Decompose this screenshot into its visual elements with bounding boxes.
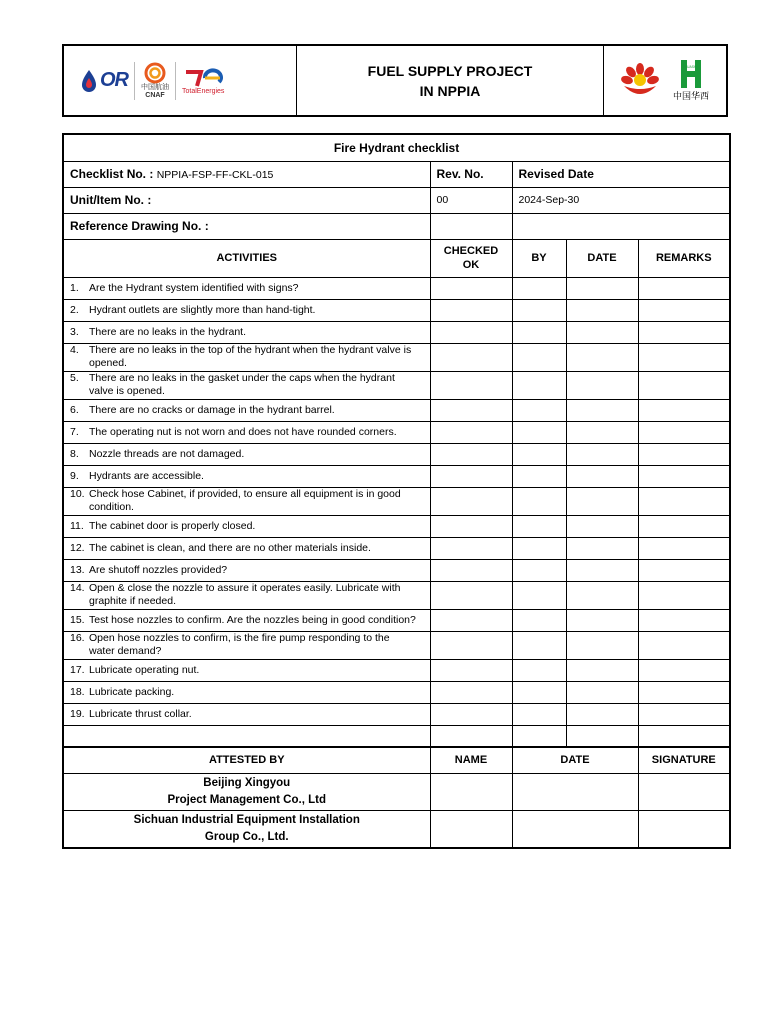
activity-text	[63, 371, 430, 399]
activity-number: 17.	[70, 663, 85, 676]
activity-description: Are the Hydrant system identified with signs?	[89, 281, 299, 294]
activity-line2: valve is opened.	[89, 385, 165, 397]
checked-ok-cell[interactable]	[430, 559, 512, 581]
remarks-cell[interactable]	[638, 515, 730, 537]
date-cell[interactable]	[566, 277, 638, 299]
ref-drawing-row	[63, 213, 730, 239]
activity-text	[63, 681, 430, 703]
activity-number: 9.	[70, 469, 79, 482]
activity-description: There are no leaks in the gasket under the caps when the hydrant	[89, 372, 395, 384]
activity-line1	[70, 582, 424, 595]
activity-description: Lubricate operating nut.	[89, 663, 200, 676]
attest-2-date-cell[interactable]	[512, 810, 638, 848]
activity-row	[63, 299, 730, 321]
checked-ok-cell[interactable]	[430, 277, 512, 299]
activity-number: 15.	[70, 613, 85, 626]
col-remarks: REMARKS	[638, 239, 730, 277]
activity-line1	[70, 470, 424, 483]
by-cell[interactable]	[512, 465, 566, 487]
attested-by-header: ATTESTED BY	[63, 747, 430, 773]
by-cell[interactable]	[512, 659, 566, 681]
remarks-cell[interactable]	[638, 559, 730, 581]
checked-ok-cell[interactable]	[430, 681, 512, 703]
remarks-cell[interactable]	[638, 343, 730, 371]
checked-ok-cell[interactable]	[430, 659, 512, 681]
by-cell[interactable]	[512, 559, 566, 581]
activity-line1	[70, 564, 424, 577]
activity-number: 11.	[70, 519, 84, 532]
activity-text	[63, 321, 430, 343]
activity-row	[63, 659, 730, 681]
activity-description: Open hose nozzles to confirm, is the fire pump responding to the	[89, 632, 390, 644]
activity-description: Nozzle threads are not damaged.	[89, 447, 245, 460]
activity-text	[63, 703, 430, 725]
activity-line1	[70, 542, 424, 555]
activity-row	[63, 343, 730, 371]
activity-line1	[70, 448, 424, 461]
checklist-table	[62, 133, 731, 849]
attest-row-2	[63, 810, 730, 848]
activity-line1	[70, 426, 424, 439]
activity-row	[63, 487, 730, 515]
activity-row	[63, 537, 730, 559]
rev-no-value: 00	[430, 187, 512, 213]
remarks-cell[interactable]	[638, 277, 730, 299]
activity-text	[63, 581, 430, 609]
col-checked-ok-line1: CHECKED	[443, 245, 499, 257]
col-by: BY	[512, 239, 566, 277]
activity-number: 10.	[70, 488, 85, 500]
checked-ok-cell[interactable]	[430, 487, 512, 515]
date-cell[interactable]	[566, 681, 638, 703]
activity-line1	[70, 404, 424, 417]
activity-text	[63, 465, 430, 487]
activity-number: 12.	[70, 541, 85, 554]
unit-row	[63, 187, 730, 213]
checked-ok-cell[interactable]	[430, 399, 512, 421]
remarks-cell[interactable]	[638, 321, 730, 343]
attest-org-1	[63, 773, 430, 810]
checked-ok-cell[interactable]	[430, 443, 512, 465]
activity-description: Are shutoff nozzles provided?	[89, 563, 228, 576]
activity-number: 2.	[70, 303, 79, 316]
revised-date-label: Revised Date	[512, 161, 730, 187]
attest-org-2-line1: Sichuan Industrial Equipment Installation	[133, 813, 360, 826]
activity-line1	[70, 520, 424, 533]
remarks-cell[interactable]	[638, 399, 730, 421]
activity-row	[63, 443, 730, 465]
activity-text	[63, 443, 430, 465]
activity-description: The cabinet door is properly closed.	[89, 519, 256, 532]
activity-number: 16.	[70, 632, 85, 644]
date-cell[interactable]	[566, 371, 638, 399]
cnaf-cn-text: 中国航油	[141, 83, 169, 91]
remarks-cell[interactable]	[638, 421, 730, 443]
activity-description: There are no leaks in the top of the hydrant when the hydrant valve is	[89, 344, 412, 356]
activity-text	[63, 299, 430, 321]
rev-no-label: Rev. No.	[430, 161, 512, 187]
checked-ok-cell[interactable]	[430, 581, 512, 609]
activity-description: Test hose nozzles to confirm. Are the nozzles being in good condition?	[89, 613, 416, 626]
date-cell[interactable]	[566, 659, 638, 681]
remarks-cell[interactable]	[638, 443, 730, 465]
activity-line2: condition.	[89, 501, 134, 513]
attest-org-2-line2: Group Co., Ltd.	[204, 830, 289, 843]
totalenergies-text: TotalEnergies	[182, 88, 225, 95]
form-title: Fire Hydrant checklist	[63, 134, 730, 161]
remarks-cell[interactable]	[638, 465, 730, 487]
petrochina-logo-icon	[621, 62, 659, 100]
by-cell[interactable]	[512, 371, 566, 399]
remarks-cell[interactable]	[638, 581, 730, 609]
activity-number: 6.	[70, 403, 79, 416]
activity-number: 14.	[70, 582, 85, 594]
by-cell[interactable]	[512, 421, 566, 443]
by-cell[interactable]	[512, 321, 566, 343]
col-activities: ACTIVITIES	[63, 239, 430, 277]
activity-text	[63, 559, 430, 581]
date-cell[interactable]	[566, 443, 638, 465]
activity-description: Check hose Cabinet, if provided, to ensure all equipment is in good	[89, 488, 401, 500]
partner-logos	[64, 46, 297, 115]
attest-org-2	[63, 810, 430, 848]
activity-text	[63, 487, 430, 515]
revised-date-value: 2024-Sep-30	[512, 187, 730, 213]
activity-row	[63, 421, 730, 443]
activity-description: The operating nut is not worn and does not have rounded corners.	[89, 425, 397, 438]
activity-text	[63, 659, 430, 681]
date-cell[interactable]	[566, 703, 638, 725]
activity-number: 18.	[70, 685, 85, 698]
remarks-cell[interactable]	[638, 487, 730, 515]
by-cell[interactable]	[512, 443, 566, 465]
ref-drawing-empty-2	[512, 213, 730, 239]
date-cell[interactable]	[566, 631, 638, 659]
by-cell[interactable]	[512, 681, 566, 703]
activity-line1	[70, 344, 424, 357]
activity-row	[63, 609, 730, 631]
checked-ok-cell[interactable]	[430, 321, 512, 343]
activity-text	[63, 277, 430, 299]
attest-2-signature-cell[interactable]	[638, 810, 730, 848]
by-cell[interactable]	[512, 703, 566, 725]
activity-line1	[70, 664, 424, 677]
activity-number: 5.	[70, 372, 79, 384]
project-title	[297, 46, 604, 115]
activity-row	[63, 321, 730, 343]
activity-line2: graphite if needed.	[89, 595, 176, 607]
by-cell[interactable]	[512, 487, 566, 515]
activity-description: Hydrants are accessible.	[89, 469, 204, 482]
activity-row	[63, 559, 730, 581]
activity-row	[63, 581, 730, 609]
cnaf-swirl-icon	[144, 62, 166, 84]
checklist-no-cell	[63, 161, 430, 187]
by-cell[interactable]	[512, 343, 566, 371]
by-cell[interactable]	[512, 515, 566, 537]
activity-description: There are no cracks or damage in the hydrant barrel.	[89, 403, 335, 416]
by-cell[interactable]	[512, 581, 566, 609]
ref-drawing-empty-1	[430, 213, 512, 239]
activity-line1	[70, 708, 424, 721]
checked-ok-cell[interactable]	[430, 537, 512, 559]
checked-ok-cell[interactable]	[430, 703, 512, 725]
or-drop-icon	[80, 69, 98, 93]
activity-row	[63, 465, 730, 487]
cnaf-en-text: CNAF	[145, 91, 165, 99]
activity-description: Lubricate packing.	[89, 685, 175, 698]
totalenergies-logo	[182, 66, 224, 95]
date-cell[interactable]	[566, 515, 638, 537]
svg-text:HUASHI: HUASHI	[684, 65, 698, 69]
activity-row	[63, 631, 730, 659]
activity-line1	[70, 488, 424, 501]
totalenergies-mark-icon	[183, 66, 223, 88]
activity-row	[63, 399, 730, 421]
checked-ok-cell[interactable]	[430, 631, 512, 659]
remarks-cell[interactable]	[638, 299, 730, 321]
project-title-line2: IN NPPIA	[419, 82, 481, 99]
activity-number: 13.	[70, 563, 85, 576]
activity-text	[63, 515, 430, 537]
activity-line1	[70, 282, 424, 295]
activity-number: 19.	[70, 707, 85, 720]
activity-description: The cabinet is clean, and there are no other materials inside.	[89, 541, 371, 554]
activity-description: Hydrant outlets are slightly more than hand-tight.	[89, 303, 316, 316]
remarks-cell[interactable]	[638, 537, 730, 559]
checked-ok-cell[interactable]	[430, 343, 512, 371]
attest-org-1-line1: Beijing Xingyou	[203, 776, 291, 789]
activity-number: 8.	[70, 447, 79, 460]
date-cell[interactable]	[566, 343, 638, 371]
by-cell[interactable]	[512, 609, 566, 631]
activity-description: There are no leaks in the hydrant.	[89, 325, 247, 338]
date-cell[interactable]	[566, 581, 638, 609]
remarks-cell[interactable]	[638, 609, 730, 631]
activity-line1	[70, 304, 424, 317]
by-cell[interactable]	[512, 299, 566, 321]
date-cell[interactable]	[566, 399, 638, 421]
cnaf-logo	[134, 62, 176, 100]
activity-number: 3.	[70, 325, 79, 338]
huaxi-cn-text: 中国华西	[672, 91, 709, 101]
attest-header-row	[63, 747, 730, 773]
checklist-no-value: NPPIA-FSP-FF-CKL-015	[156, 169, 274, 181]
col-checked-ok-line2: OK	[462, 259, 480, 271]
date-cell[interactable]	[566, 559, 638, 581]
date-cell[interactable]	[566, 299, 638, 321]
activity-number: 7.	[70, 425, 79, 438]
attest-2-name-cell[interactable]	[430, 810, 512, 848]
blank-row	[63, 725, 730, 747]
remarks-cell[interactable]	[638, 631, 730, 659]
checked-ok-cell[interactable]	[430, 515, 512, 537]
date-cell[interactable]	[566, 537, 638, 559]
attest-row-1	[63, 773, 730, 810]
checked-ok-cell[interactable]	[430, 421, 512, 443]
remarks-cell[interactable]	[638, 703, 730, 725]
activity-number: 4.	[70, 344, 79, 356]
columns-header-row	[63, 239, 730, 277]
activity-line1	[70, 614, 424, 627]
date-cell[interactable]	[566, 421, 638, 443]
activity-description: Open & close the nozzle to assure it operates easily. Lubricate with	[89, 582, 401, 594]
activity-text	[63, 399, 430, 421]
activity-text	[63, 343, 430, 371]
by-cell[interactable]	[512, 277, 566, 299]
form-title-row	[63, 134, 730, 161]
activity-line2: water demand?	[89, 645, 162, 657]
attest-1-date-cell[interactable]	[512, 773, 638, 810]
checked-ok-cell[interactable]	[430, 609, 512, 631]
activity-row	[63, 515, 730, 537]
checked-ok-cell[interactable]	[430, 299, 512, 321]
ref-drawing-label: Reference Drawing No. :	[63, 213, 430, 239]
activity-text	[63, 609, 430, 631]
checked-ok-cell[interactable]	[430, 465, 512, 487]
attest-signature-header: SIGNATURE	[638, 747, 730, 773]
attest-1-signature-cell[interactable]	[638, 773, 730, 810]
activity-row	[63, 277, 730, 299]
by-cell[interactable]	[512, 631, 566, 659]
checked-ok-cell[interactable]	[430, 371, 512, 399]
huaxi-h-icon	[679, 59, 703, 89]
activity-text	[63, 631, 430, 659]
activity-line1	[70, 326, 424, 339]
project-title-line1: FUEL SUPPLY PROJECT	[367, 62, 533, 79]
or-logo-text: OR	[100, 69, 128, 91]
activity-text	[63, 537, 430, 559]
activity-row	[63, 703, 730, 725]
date-cell[interactable]	[566, 487, 638, 515]
unit-label: Unit/Item No. :	[63, 187, 430, 213]
activity-text	[63, 421, 430, 443]
by-cell[interactable]	[512, 399, 566, 421]
remarks-cell[interactable]	[638, 371, 730, 399]
activity-number: 1.	[70, 281, 79, 294]
activity-row	[63, 371, 730, 399]
date-cell[interactable]	[566, 609, 638, 631]
remarks-cell[interactable]	[638, 681, 730, 703]
date-cell[interactable]	[566, 321, 638, 343]
client-logos	[604, 46, 726, 115]
col-checked-ok	[430, 239, 512, 277]
attest-1-name-cell[interactable]	[430, 773, 512, 810]
activity-line1	[70, 372, 424, 385]
attest-org-1-line2: Project Management Co., Ltd	[167, 793, 326, 806]
attest-date-header: DATE	[512, 747, 638, 773]
by-cell[interactable]	[512, 537, 566, 559]
or-logo	[80, 69, 128, 93]
checklist-no-label: Checklist No. :	[70, 167, 154, 181]
document-header	[62, 44, 728, 117]
activity-line1	[70, 632, 424, 645]
attest-name-header: NAME	[430, 747, 512, 773]
col-date: DATE	[566, 239, 638, 277]
date-cell[interactable]	[566, 465, 638, 487]
remarks-cell[interactable]	[638, 659, 730, 681]
activity-row	[63, 681, 730, 703]
activity-line1	[70, 686, 424, 699]
activity-description: Lubricate thrust collar.	[89, 707, 192, 720]
activity-line2: opened.	[89, 357, 127, 369]
huaxi-logo	[673, 59, 709, 102]
checklist-no-row	[63, 161, 730, 187]
